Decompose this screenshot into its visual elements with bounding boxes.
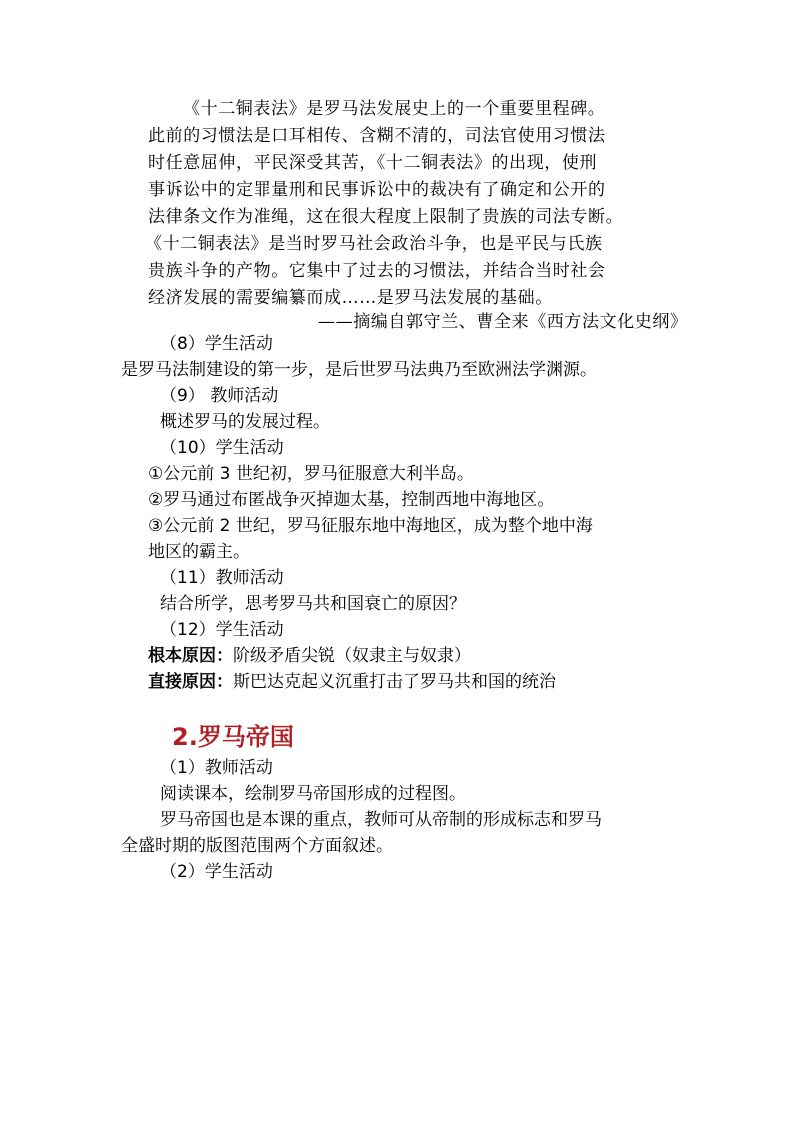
direct-cause-text: 斯巴达克起义沉重打击了罗马共和国的统治 bbox=[233, 672, 556, 692]
quote-line-6: 《十二铜表法》是当时罗马社会政治斗争，也是平民与氏族 bbox=[145, 234, 603, 254]
direct-cause-label: 直接原因： bbox=[148, 672, 233, 692]
item-10-point-3-cont: 地区的霸主。 bbox=[148, 542, 250, 562]
quote-source: ——摘编自郭守兰、曹全来《西方法文化史纲》 bbox=[318, 312, 688, 332]
s2-item-1-label: （1）教师活动 bbox=[160, 758, 273, 778]
item-8-label: （8）学生活动 bbox=[160, 334, 273, 354]
quote-line-1: 《十二铜表法》是罗马法发展史上的一个重要里程碑。 bbox=[183, 99, 606, 119]
item-9-label: （9） 教师活动 bbox=[160, 386, 279, 406]
item-11-label: （11）教师活动 bbox=[160, 568, 284, 588]
item-10-point-3: ③公元前 2 世纪，罗马征服东地中海地区，成为整个地中海 bbox=[148, 516, 593, 536]
item-10-point-2: ②罗马通过布匿战争灭掉迦太基，控制西地中海地区。 bbox=[148, 490, 555, 510]
item-8-text: 是罗马法制建设的第一步，是后世罗马法典乃至欧洲法学渊源。 bbox=[121, 360, 597, 380]
item-10-point-1: ①公元前 3 世纪初，罗马征服意大利半岛。 bbox=[148, 464, 474, 484]
s2-item-2-label: （2）学生活动 bbox=[160, 862, 273, 882]
s2-para-line-1: 罗马帝国也是本课的重点，教师可从帝制的形成标志和罗马 bbox=[160, 810, 602, 830]
s2-para-line-2: 全盛时期的版图范围两个方面叙述。 bbox=[121, 836, 393, 856]
direct-cause-line bbox=[148, 670, 556, 694]
quote-line-3: 时任意屈伸，平民深受其苦，《十二铜表法》的出现，使刑 bbox=[148, 153, 598, 173]
root-cause-label: 根本原因： bbox=[148, 646, 233, 666]
section-2-heading: 2.罗马帝国 bbox=[172, 723, 294, 751]
quote-line-8: 经济发展的需要编纂而成……是罗马法发展的基础。 bbox=[148, 288, 553, 308]
root-cause-line bbox=[148, 644, 471, 668]
s2-item-1-text: 阅读课本，绘制罗马帝国形成的过程图。 bbox=[160, 784, 466, 804]
quote-line-2: 此前的习惯法是口耳相传、含糊不清的，司法官使用习惯法 bbox=[148, 126, 606, 146]
item-9-text: 概述罗马的发展过程。 bbox=[160, 412, 330, 432]
quote-line-4: 事诉讼中的定罪量刑和民事诉讼中的裁决有了确定和公开的 bbox=[148, 180, 606, 200]
quote-line-5: 法律条文作为准绳，这在很大程度上限制了贵族的司法专断。 bbox=[148, 207, 624, 227]
item-12-label: （12）学生活动 bbox=[160, 620, 284, 640]
item-10-label: （10）学生活动 bbox=[160, 438, 284, 458]
item-11-text: 结合所学，思考罗马共和国衰亡的原因？ bbox=[160, 594, 466, 614]
root-cause-text: 阶级矛盾尖锐（奴隶主与奴隶） bbox=[233, 646, 471, 666]
quote-line-7: 贵族斗争的产物。它集中了过去的习惯法，并结合当时社会 bbox=[148, 261, 606, 281]
